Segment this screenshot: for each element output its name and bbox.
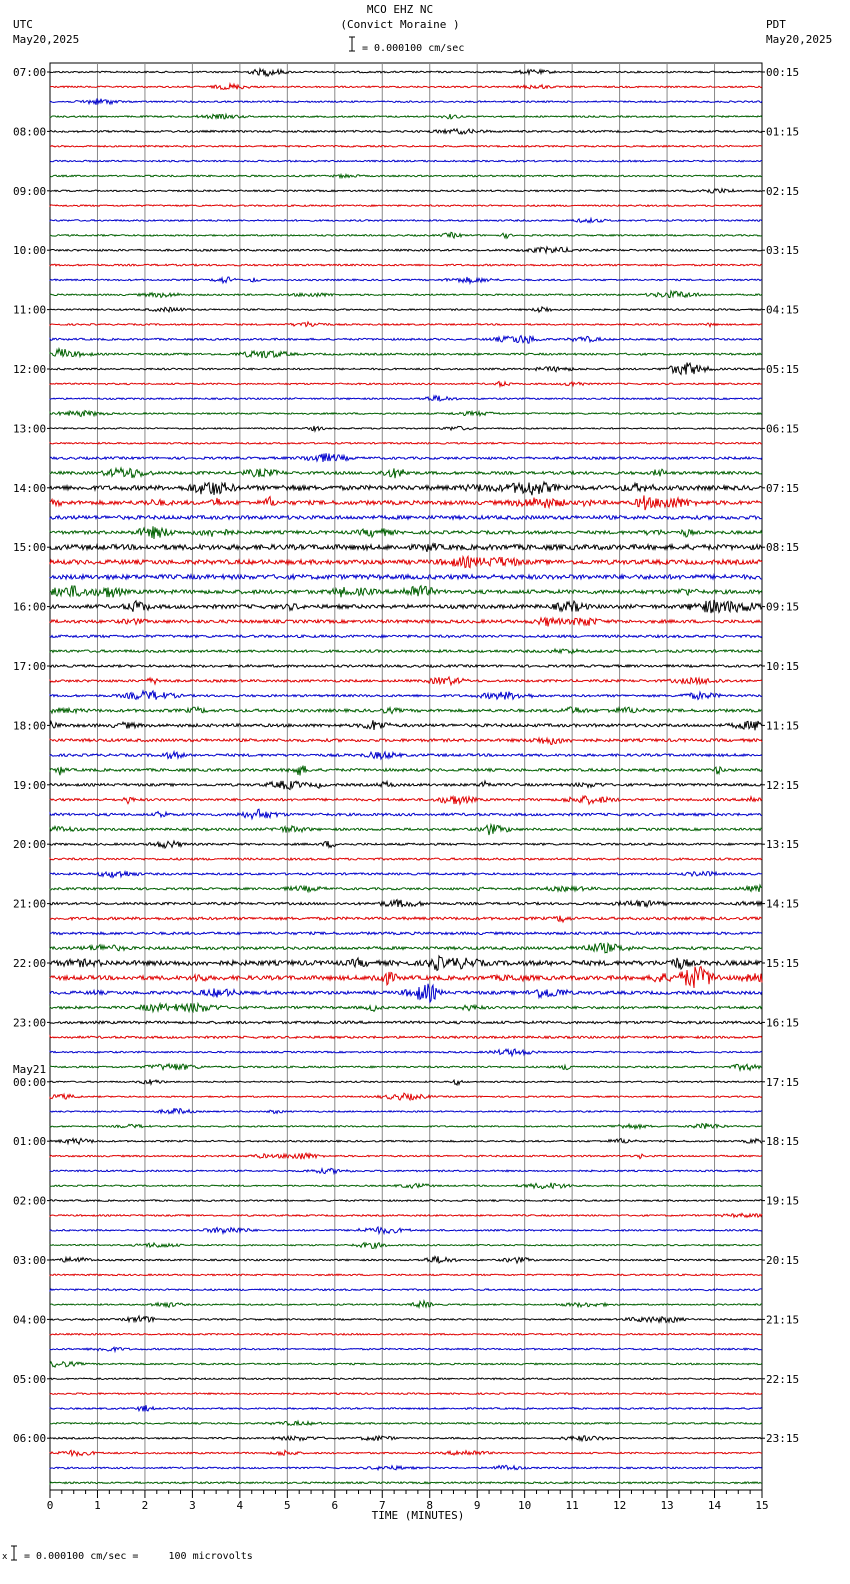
seismic-trace (50, 1421, 762, 1425)
seismic-trace (50, 468, 762, 478)
left-hour-label: 16:00 (13, 600, 47, 614)
left-hour-label: 08:00 (13, 125, 47, 139)
right-timezone: PDT (766, 18, 786, 31)
seismic-trace (50, 1274, 762, 1276)
seismic-trace (50, 900, 762, 907)
right-hour-label: 10:15 (766, 660, 800, 673)
seismic-trace (50, 932, 762, 935)
x-tick-label: 0 (46, 1499, 54, 1512)
left-timezone: UTC (13, 18, 33, 31)
right-hour-label: 06:15 (766, 422, 800, 436)
seismic-trace (50, 482, 762, 495)
x-tick-label: 8 (426, 1499, 434, 1512)
left-hour-label: 01:00 (13, 1135, 47, 1149)
seismic-trace (50, 1482, 762, 1484)
seismic-trace (50, 585, 762, 597)
seismic-trace (50, 635, 762, 638)
seismic-trace (50, 781, 762, 790)
seismic-trace (50, 443, 762, 445)
right-hour-label: 15:15 (766, 957, 800, 970)
left-date: May20,2025 (13, 33, 80, 46)
seismic-trace (50, 858, 762, 860)
seismic-trace (50, 232, 762, 238)
seismic-trace (50, 824, 762, 835)
seismic-trace (50, 1256, 762, 1263)
seismic-trace (50, 277, 762, 283)
seismic-trace (50, 649, 762, 654)
seismic-trace (50, 618, 762, 627)
seismic-trace (50, 495, 762, 510)
seismic-trace (50, 665, 762, 667)
x-axis-title: TIME (MINUTES) (371, 1509, 465, 1522)
seismic-trace (50, 426, 762, 431)
seismic-trace (50, 809, 762, 819)
seismic-trace (50, 575, 762, 579)
left-hour-label: 03:00 (13, 1254, 47, 1267)
seismic-trace (50, 336, 762, 343)
x-tick-label: 2 (141, 1499, 149, 1512)
x-tick-label: 14 (707, 1499, 722, 1512)
left-hour-label: 14:00 (13, 481, 47, 495)
seismic-trace (50, 84, 762, 90)
seismic-trace (50, 556, 762, 567)
x-tick-label: 12 (612, 1499, 627, 1512)
seismic-trace (50, 1316, 762, 1322)
seismic-trace (50, 174, 762, 177)
seismic-trace (50, 1108, 762, 1113)
seismic-trace (50, 189, 762, 193)
seismic-trace (50, 885, 762, 892)
right-hour-label: 11:15 (766, 719, 800, 733)
footer-scale-icon (10, 1545, 18, 1561)
left-hour-label: 04:00 (13, 1313, 47, 1327)
seismic-trace (50, 1334, 762, 1336)
seismic-trace (50, 967, 762, 988)
seismic-trace (50, 871, 762, 877)
right-hour-label: 18:15 (766, 1135, 800, 1149)
right-hour-label: 17:15 (766, 1075, 800, 1089)
right-hour-label: 23:15 (766, 1432, 800, 1446)
seismic-trace (50, 984, 762, 1002)
seismic-trace (50, 1362, 762, 1367)
seismic-trace (50, 1378, 762, 1380)
left-hour-label: 19:00 (13, 778, 47, 792)
x-tick-label: 13 (660, 1499, 674, 1512)
seismic-trace (50, 1093, 762, 1100)
seismic-trace (50, 796, 762, 804)
x-tick-label: 9 (473, 1499, 481, 1512)
seismic-trace (50, 160, 762, 162)
seismic-trace (50, 707, 762, 714)
seismic-trace (50, 1168, 762, 1173)
footer-scale-prefix: x (2, 1552, 8, 1562)
seismic-trace (50, 1021, 762, 1024)
x-tick-label: 6 (331, 1499, 339, 1512)
seismic-trace (50, 219, 762, 223)
right-hour-label: 07:15 (766, 481, 800, 495)
right-hour-label: 22:15 (766, 1372, 800, 1386)
seismic-trace (50, 677, 762, 685)
seismic-trace (50, 1465, 762, 1470)
left-hour-label: 20:00 (13, 838, 47, 852)
seismic-trace (50, 453, 762, 462)
seismic-trace (50, 349, 762, 358)
right-hour-label: 20:15 (766, 1254, 800, 1267)
left-hour-label: 15:00 (13, 541, 47, 555)
seismic-trace (50, 1183, 762, 1189)
left-hour-label: 18:00 (13, 719, 47, 733)
seismic-trace (50, 720, 762, 730)
left-date-label: May21 (13, 1062, 47, 1076)
seismic-trace (50, 841, 762, 848)
left-hour-label: 05:00 (13, 1372, 47, 1386)
x-tick-label: 7 (378, 1499, 386, 1512)
right-hour-label: 03:15 (766, 244, 800, 258)
right-hour-label: 13:15 (766, 838, 800, 852)
seismic-trace (50, 916, 762, 922)
seismic-trace (50, 129, 762, 134)
left-hour-label: 06:00 (13, 1432, 47, 1446)
seismic-trace (50, 1153, 762, 1159)
right-hour-label: 09:15 (766, 600, 800, 614)
seismic-trace (50, 396, 762, 401)
right-hour-label: 08:15 (766, 541, 800, 555)
seismic-trace (50, 738, 762, 744)
left-hour-label: 13:00 (13, 422, 47, 436)
seismic-trace (50, 322, 762, 327)
left-hour-label: 23:00 (13, 1016, 47, 1030)
seismic-trace (50, 1003, 762, 1011)
seismic-trace (50, 516, 762, 520)
seismic-trace (50, 291, 762, 297)
seismic-trace (50, 98, 762, 104)
seismic-trace (50, 1200, 762, 1202)
x-tick-label: 4 (236, 1499, 244, 1512)
station-title: MCO EHZ NC (366, 3, 434, 16)
seismic-trace (50, 1036, 762, 1038)
seismic-trace (50, 1347, 762, 1351)
right-hour-label: 01:15 (766, 125, 800, 139)
seismic-trace (50, 205, 762, 207)
seismic-trace (50, 1139, 762, 1145)
seismic-trace (50, 1393, 762, 1395)
seismic-trace (50, 600, 762, 613)
left-hour-label: 17:00 (13, 660, 47, 673)
left-hour-label: 00:00 (13, 1075, 47, 1089)
left-hour-label: 10:00 (13, 244, 47, 258)
seismic-trace (50, 1213, 762, 1217)
seismic-trace (50, 307, 762, 312)
left-hour-label: 11:00 (13, 303, 47, 317)
right-hour-label: 21:15 (766, 1313, 800, 1327)
left-hour-label: 22:00 (13, 957, 47, 970)
x-tick-label: 3 (189, 1499, 196, 1512)
seismic-trace (50, 114, 762, 119)
x-tick-label: 11 (565, 1499, 579, 1512)
seismic-trace (50, 363, 762, 375)
seismic-trace (50, 1064, 762, 1070)
seismic-trace (50, 1405, 762, 1411)
x-tick-label: 1 (94, 1499, 101, 1512)
seismic-trace (50, 146, 762, 148)
seismic-trace (50, 691, 762, 700)
seismic-trace (50, 1289, 762, 1291)
seismic-trace (50, 1301, 762, 1307)
right-hour-label: 14:15 (766, 897, 800, 911)
right-hour-label: 04:15 (766, 303, 800, 317)
right-hour-label: 16:15 (766, 1016, 800, 1030)
scale-note: = 0.000100 cm/sec (362, 43, 465, 54)
seismic-trace (50, 1049, 762, 1056)
seismic-trace (50, 1243, 762, 1249)
seismic-trace (50, 247, 762, 253)
seismic-trace (50, 766, 762, 776)
seismic-trace (50, 264, 762, 266)
right-hour-label: 02:15 (766, 184, 800, 198)
right-hour-label: 19:15 (766, 1194, 800, 1208)
seismic-trace (50, 1079, 762, 1085)
seismic-trace (50, 69, 762, 76)
left-hour-label: 07:00 (13, 66, 47, 79)
seismic-trace (50, 1436, 762, 1441)
seismic-trace (50, 1450, 762, 1455)
seismic-trace (50, 1227, 762, 1233)
seismic-trace (50, 943, 762, 953)
seismic-trace (50, 411, 762, 417)
right-date: May20,2025 (766, 33, 833, 46)
right-hour-label: 12:15 (766, 778, 800, 792)
left-hour-label: 02:00 (13, 1194, 47, 1208)
x-tick-label: 10 (518, 1499, 532, 1512)
x-tick-label: 15 (755, 1499, 769, 1512)
seismic-trace (50, 382, 762, 387)
seismic-trace (50, 752, 762, 759)
left-hour-label: 09:00 (13, 184, 47, 198)
seismic-trace (50, 543, 762, 552)
station-location: (Convict Moraine ) (340, 18, 460, 31)
left-hour-label: 21:00 (13, 897, 47, 911)
x-tick-label: 5 (284, 1499, 291, 1512)
seismic-trace (50, 956, 762, 970)
left-hour-label: 12:00 (13, 363, 47, 376)
right-hour-label: 00:15 (766, 66, 800, 79)
seismic-trace (50, 526, 762, 539)
right-hour-label: 05:15 (766, 363, 800, 376)
seismic-trace (50, 1123, 762, 1129)
footer-scale-text: = 0.000100 cm/sec = 100 microvolts (24, 1551, 253, 1562)
